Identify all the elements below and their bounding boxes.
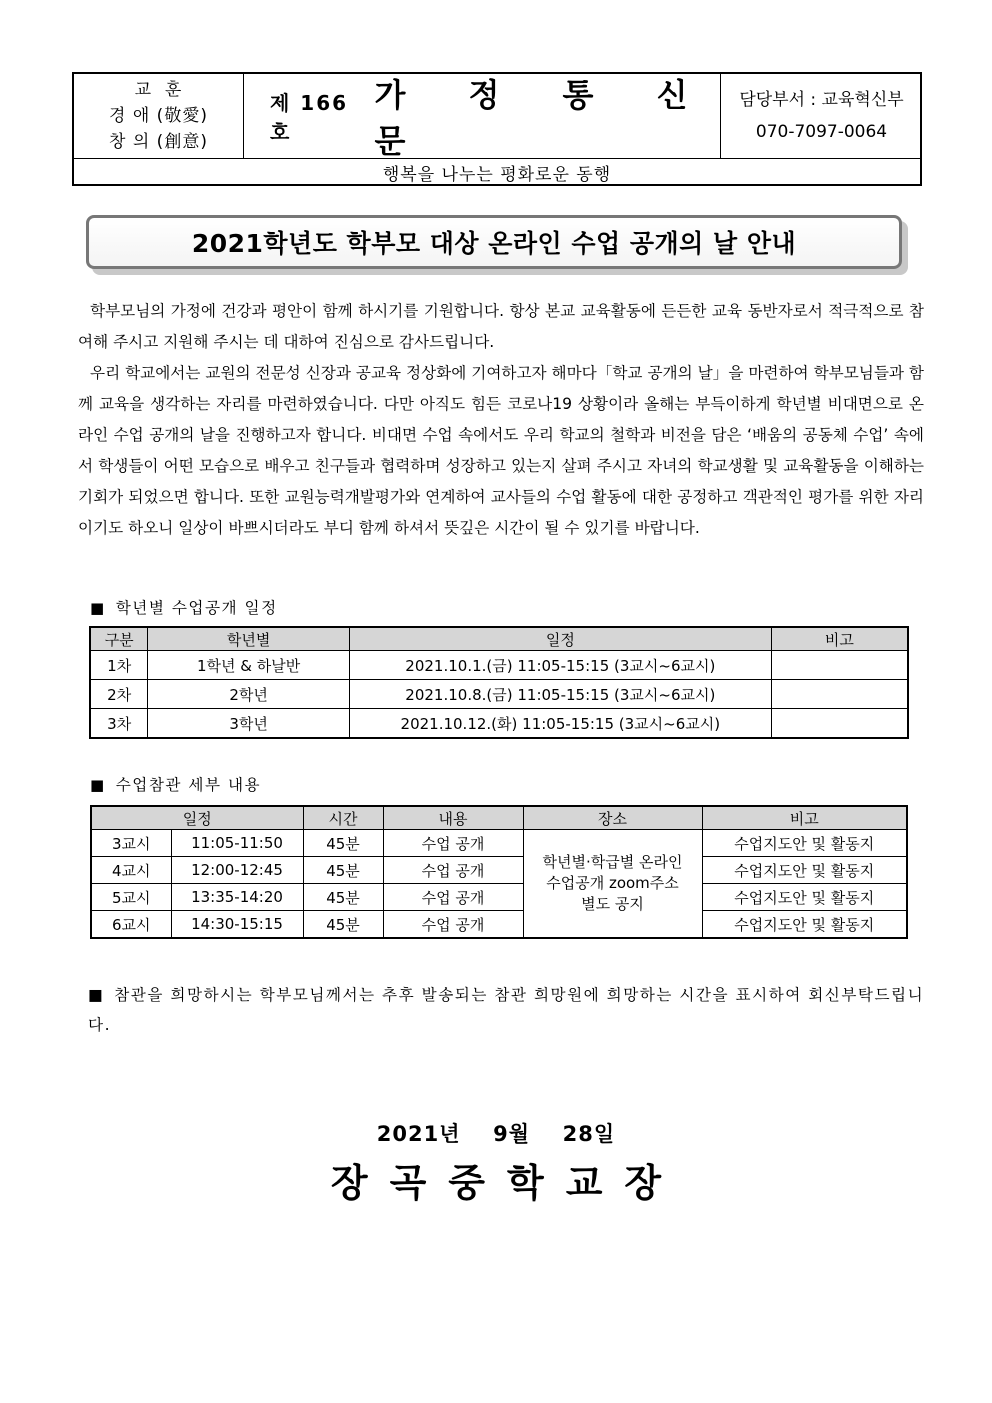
issue-date: 2021년 9월 28일 <box>376 1122 616 1146</box>
body-text <box>78 296 924 544</box>
header-cell: 시간 <box>303 806 383 830</box>
header-cell: 비고 <box>771 627 908 651</box>
paragraph-main: 우리 학교에서는 교원의 전문성 신장과 공교육 정상화에 기여하고자 해마다「학교 공개의 날」을 마련하여 학부모님들과 함께 교육을 생각하는 자리를 마련하였습니다. 다만 아직도 힘든 코로나19 상황이라 올해는 부득이하게 학년별 비대면으로 온라인 수업 공개의 날을 진행하고자 합니다. 비대면 수업 속에서도 우리 학교의 철학과 비전을 담은 ‘배움의 공동체 수업’ 속에서 학생들이 어떤 모습으로 배우고 친구들과 협력하며 성장하고 있는지 살펴 주시고 자녀의 학교생활 및 교육활동을 이해하는 기회가 되었으면 합니다. 또한 교원능력개발평가와 연계하여 교사들의 수업 활동에 대한 공정하고 객관적인 평가를 위한 자리이기도 하오니 일상이 바쁘시더라도 부디 함께 하셔서 뜻깊은 시간이 될 수 있기를 바랍니다. <box>78 364 924 537</box>
header-cell: 장소 <box>523 806 702 830</box>
duration-cell: 45분 <box>303 884 383 911</box>
details-table <box>90 805 908 939</box>
phone-number: 070-7097-0064 <box>755 122 888 142</box>
reply-note <box>88 980 928 1040</box>
issue-number: 제 166 호 <box>270 91 349 144</box>
date-cell: 2021.10.12.(화) 11:05-15:15 (3교시~6교시) <box>349 709 771 739</box>
note-cell <box>771 651 908 680</box>
time-cell: 12:00-12:45 <box>171 857 303 884</box>
period-cell: 6교시 <box>91 911 171 939</box>
schedule-heading <box>90 596 278 618</box>
details-header-row <box>91 806 907 830</box>
header-cell: 내용 <box>383 806 523 830</box>
header-cell: 구분 <box>90 627 148 651</box>
grade-cell: 3학년 <box>148 709 349 739</box>
content-cell: 수업 공개 <box>383 911 523 939</box>
department-info <box>720 74 922 158</box>
table-row <box>91 857 907 884</box>
duration-cell: 45분 <box>303 857 383 884</box>
motto-label: 교 훈 <box>134 80 183 100</box>
content-cell: 수업 공개 <box>383 857 523 884</box>
slogan: 행복을 나누는 평화로운 동행 <box>74 158 920 186</box>
place-line: 학년별·학급별 온라인 <box>542 853 683 871</box>
period-cell: 4교시 <box>91 857 171 884</box>
note-cell <box>771 709 908 739</box>
header-cell: 일정 <box>91 806 303 830</box>
content-cell: 수업 공개 <box>383 884 523 911</box>
header-cell: 학년별 <box>148 627 349 651</box>
duration-cell: 45분 <box>303 911 383 939</box>
note-cell: 수업지도안 및 활동지 <box>702 884 907 911</box>
round-cell: 3차 <box>90 709 148 739</box>
paragraph-greeting: 학부모님의 가정에 건강과 평안이 함께 하시기를 기원합니다. 항상 본교 교육활동에 든든한 교육 동반자로서 적극적으로 참여해 주시고 지원해 주시는 데 대하여 진심으로 감사드립니다. <box>78 302 925 351</box>
schedule-heading-text: 학년별 수업공개 일정 <box>115 599 278 617</box>
details-heading <box>90 773 261 795</box>
reply-note-text: 참관을 희망하시는 학부모님께서는 추후 발송되는 참관 희망원에 희망하는 시간을 표시하여 회신부탁드립니다. <box>88 986 925 1034</box>
header-box <box>72 72 922 186</box>
header-cell: 일정 <box>349 627 771 651</box>
content-cell: 수업 공개 <box>383 830 523 857</box>
square-bullet-icon: ■ <box>88 986 105 1004</box>
schedule-table <box>89 626 909 739</box>
grade-cell: 1학년 & 하날반 <box>148 651 349 680</box>
place-cell <box>523 830 702 939</box>
newsletter-title <box>244 74 720 158</box>
date-cell: 2021.10.8.(금) 11:05-15:15 (3교시~6교시) <box>349 680 771 709</box>
school-motto <box>74 74 244 158</box>
time-cell: 11:05-11:50 <box>171 830 303 857</box>
table-row <box>90 709 908 739</box>
note-cell: 수업지도안 및 활동지 <box>702 857 907 884</box>
table-row <box>91 884 907 911</box>
department: 담당부서 : 교육혁신부 <box>739 90 904 110</box>
note-cell: 수업지도안 및 활동지 <box>702 911 907 939</box>
details-heading-text: 수업참관 세부 내용 <box>115 776 262 794</box>
table-row <box>91 830 907 857</box>
table-row <box>90 680 908 709</box>
period-cell: 3교시 <box>91 830 171 857</box>
school-principal: 장곡중학교장 <box>330 1161 684 1205</box>
header-cell: 비고 <box>702 806 907 830</box>
newsletter-name: 가 정 통 신 문 <box>374 76 714 160</box>
square-bullet-icon: ■ <box>90 599 106 617</box>
date-cell: 2021.10.1.(금) 11:05-15:15 (3교시~6교시) <box>349 651 771 680</box>
duration-cell: 45분 <box>303 830 383 857</box>
place-line: 별도 공지 <box>581 895 644 913</box>
round-cell: 1차 <box>90 651 148 680</box>
note-cell <box>771 680 908 709</box>
time-cell: 13:35-14:20 <box>171 884 303 911</box>
table-row <box>90 651 908 680</box>
period-cell: 5교시 <box>91 884 171 911</box>
motto-item-2: 창 의 (創意) <box>109 132 208 152</box>
table-row <box>91 911 907 939</box>
place-line: 수업공개 zoom주소 <box>546 874 679 892</box>
square-bullet-icon: ■ <box>90 776 106 794</box>
grade-cell: 2학년 <box>148 680 349 709</box>
schedule-header-row <box>90 627 908 651</box>
round-cell: 2차 <box>90 680 148 709</box>
document-title: 2021학년도 학부모 대상 온라인 수업 공개의 날 안내 <box>86 215 902 269</box>
time-cell: 14:30-15:15 <box>171 911 303 939</box>
note-cell: 수업지도안 및 활동지 <box>702 830 907 857</box>
motto-item-1: 경 애 (敬愛) <box>109 106 208 126</box>
